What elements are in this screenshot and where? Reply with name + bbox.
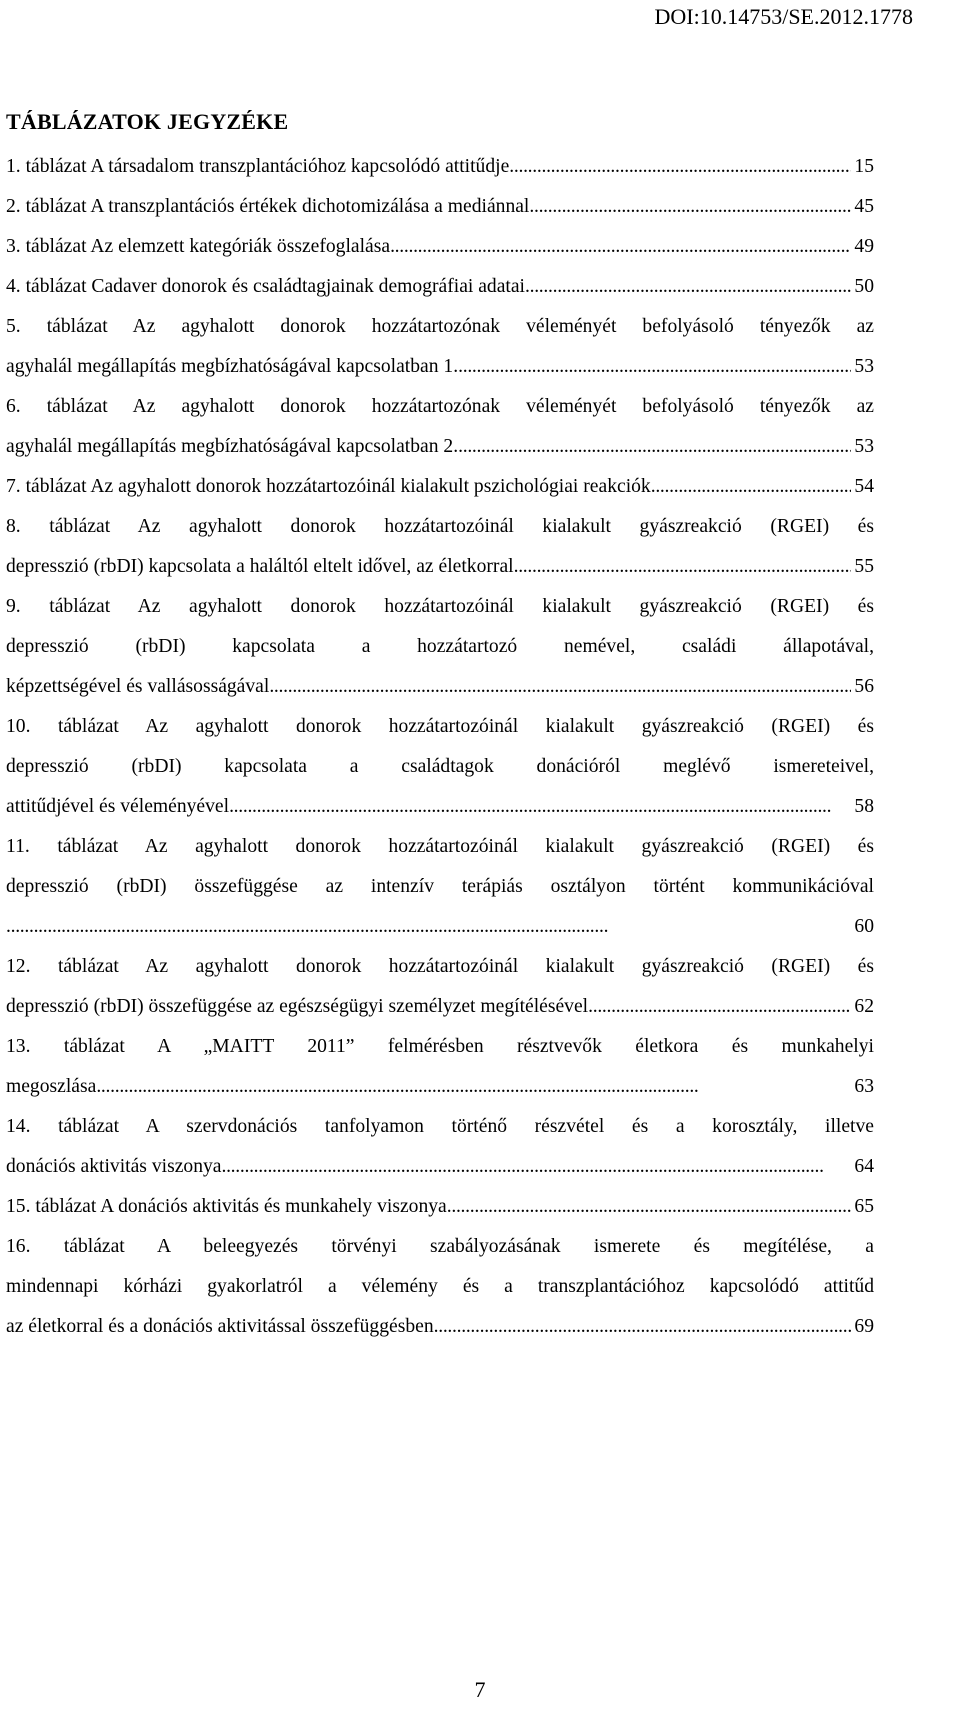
dot-leader [458, 347, 851, 387]
toc-page-number: 53 [854, 356, 874, 377]
toc-entry[interactable] [6, 507, 874, 587]
toc-entry-last-line [6, 1187, 874, 1227]
toc-entry[interactable] [6, 227, 874, 267]
toc-entry[interactable] [6, 187, 874, 227]
toc-entry-last-line [6, 1067, 874, 1107]
toc-entry-last-line [6, 907, 874, 947]
toc-entry-text: az életkorral és a donációs aktivitással összefüggésben [6, 1316, 434, 1337]
dot-leader [588, 987, 851, 1027]
toc-entry-line: depresszió (rbDI) kapcsolata a családtagok donációról meglévő ismereteivel, [6, 756, 874, 777]
toc-entry-text: 3. táblázat Az elemzett kategóriák összefoglalása [6, 236, 391, 257]
toc-entry-line: depresszió (rbDI) kapcsolata a hozzátartozó nemével, családi állapotával, [6, 636, 874, 657]
toc-entry[interactable] [6, 387, 874, 467]
toc-entry-text: megoszlása [6, 1076, 97, 1097]
toc-entry[interactable] [6, 267, 874, 307]
toc-page-number: 63 [854, 1076, 874, 1097]
toc-page-number: 60 [854, 916, 874, 937]
toc-page-number: 45 [854, 196, 874, 217]
toc-entry-last-line [6, 147, 874, 187]
dot-leader [6, 907, 851, 947]
toc-entry-text: depresszió (rbDI) összefüggése az egészségügyi személyzet megítélésével [6, 996, 589, 1017]
toc-entry-last-line [6, 347, 874, 387]
dot-leader [390, 227, 851, 267]
page-title: TÁBLÁZATOK JEGYZÉKE [6, 109, 289, 134]
toc-entry-text: agyhalál megállapítás megbízhatóságával kapcsolatban 1. [6, 356, 459, 377]
toc-entry-line: mindennapi kórházi gyakorlatról a vélemény és a transzplantációhoz kapcsolódó attitűd [6, 1276, 874, 1297]
dot-leader [96, 1067, 851, 1107]
toc-entry[interactable] [6, 307, 874, 387]
toc-page-number: 49 [854, 236, 874, 257]
toc-page-number: 58 [854, 796, 874, 817]
toc-entry[interactable] [6, 587, 874, 707]
toc-entry-text: donációs aktivitás viszonya [6, 1156, 222, 1177]
toc-entry-last-line [6, 1147, 874, 1187]
toc-page-number: 62 [854, 996, 874, 1017]
dot-leader [221, 1147, 851, 1187]
page-number: 7 [474, 1677, 486, 1702]
toc-entry-line: 6. táblázat Az agyhalott donorok hozzátartozónak véleményét befolyásoló tényezők az [6, 396, 874, 417]
toc-entry-last-line [6, 787, 874, 827]
toc-entry[interactable] [6, 947, 874, 1027]
toc-entry-last-line [6, 987, 874, 1027]
toc-entry-line: 16. táblázat A beleegyezés törvényi szabályozásának ismerete és megítélése, a [6, 1236, 874, 1257]
toc-page-number: 55 [854, 556, 874, 577]
toc-entry[interactable] [6, 147, 874, 187]
toc-entry[interactable] [6, 1187, 874, 1227]
toc-entry-last-line [6, 467, 874, 507]
toc-entry-line: 11. táblázat Az agyhalott donorok hozzátartozóinál kialakult gyászreakció (RGEI) és [6, 836, 874, 857]
toc-page-number: 53 [854, 436, 874, 457]
toc-entry-text: attitűdjével és véleményével [6, 796, 230, 817]
toc-entry-text: képzettségével és vallásosságával [6, 676, 270, 697]
toc-entry-last-line [6, 187, 874, 227]
dot-leader [529, 187, 851, 227]
toc-entry-line: 8. táblázat Az agyhalott donorok hozzátartozóinál kialakult gyászreakció (RGEI) és [6, 516, 874, 537]
toc-entry[interactable] [6, 707, 874, 827]
toc-page-number: 15 [854, 156, 874, 177]
toc-entry-line: 14. táblázat A szervdonációs tanfolyamon történő részvétel és a korosztály, illetve [6, 1116, 874, 1137]
toc-entry-text: 7. táblázat Az agyhalott donorok hozzátartozóinál kialakult pszichológiai reakciók [6, 476, 651, 497]
dot-leader [514, 547, 852, 587]
toc-page-number: 64 [854, 1156, 874, 1177]
dot-leader [269, 667, 851, 707]
toc-entry-last-line [6, 667, 874, 707]
toc-entry-last-line [6, 227, 874, 267]
toc-entry-last-line [6, 267, 874, 307]
toc-entry-text: 4. táblázat Cadaver donorok és családtagjainak demográfiai adatai [6, 276, 526, 297]
toc-entry-line: 9. táblázat Az agyhalott donorok hozzátartozóinál kialakult gyászreakció (RGEI) és [6, 596, 874, 617]
dot-leader [525, 267, 851, 307]
toc-entry-line: 13. táblázat A „MAITT 2011” felmérésben résztvevők életkora és munkahelyi [6, 1036, 874, 1057]
dot-leader [509, 147, 851, 187]
toc-page-number: 54 [854, 476, 874, 497]
toc-entry-last-line [6, 1307, 874, 1347]
toc-entry-last-line [6, 547, 874, 587]
doi-header: DOI:10.14753/SE.2012.1778 [654, 4, 913, 29]
dot-leader [458, 427, 851, 467]
toc-entry-text: depresszió (rbDI) kapcsolata a haláltól eltelt idővel, az életkorral [6, 556, 514, 577]
toc-entry-line: 10. táblázat Az agyhalott donorok hozzátartozóinál kialakult gyászreakció (RGEI) és [6, 716, 874, 737]
toc-entry-last-line [6, 427, 874, 467]
toc-entry-text: 15. táblázat A donációs aktivitás és munkahely viszonya [6, 1196, 447, 1217]
toc-entry-text: 2. táblázat A transzplantációs értékek dichotomizálása a mediánnal [6, 196, 530, 217]
toc-page-number: 50 [854, 276, 874, 297]
dot-leader [447, 1187, 852, 1227]
table-list [6, 147, 874, 1347]
toc-entry[interactable] [6, 1107, 874, 1187]
toc-entry[interactable] [6, 467, 874, 507]
toc-page-number: 56 [854, 676, 874, 697]
toc-page-number: 69 [854, 1316, 874, 1337]
toc-entry-line: 5. táblázat Az agyhalott donorok hozzátartozónak véleményét befolyásoló tényezők az [6, 316, 874, 337]
dot-leader [651, 467, 852, 507]
dot-leader [434, 1307, 852, 1347]
toc-entry[interactable] [6, 827, 874, 947]
toc-entry[interactable] [6, 1227, 874, 1347]
toc-entry[interactable] [6, 1027, 874, 1107]
dot-leader [229, 787, 851, 827]
toc-entry-text: agyhalál megállapítás megbízhatóságával kapcsolatban 2. [6, 436, 459, 457]
toc-entry-line: 12. táblázat Az agyhalott donorok hozzátartozóinál kialakult gyászreakció (RGEI) és [6, 956, 874, 977]
toc-entry-line: depresszió (rbDI) összefüggése az intenzív terápiás osztályon történt kommunikációval [6, 876, 874, 897]
toc-entry-text: 1. táblázat A társadalom transzplantációhoz kapcsolódó attitűdje [6, 156, 510, 177]
toc-page-number: 65 [854, 1196, 874, 1217]
